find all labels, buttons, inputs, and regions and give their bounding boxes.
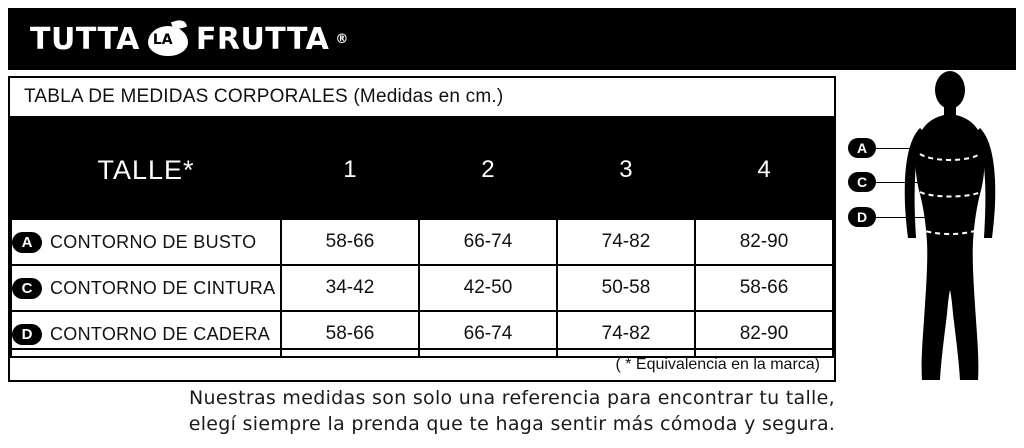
cell-busto-2: 66-74 [419, 219, 557, 265]
cell-busto-1: 58-66 [281, 219, 419, 265]
badge-c-icon: C [12, 278, 42, 299]
row-label-text: CONTORNO DE CADERA [50, 323, 271, 344]
badge-a-icon: A [12, 232, 42, 253]
cell-busto-3: 74-82 [557, 219, 695, 265]
cell-cintura-2: 42-50 [419, 265, 557, 311]
registered-mark: ® [335, 31, 349, 47]
apple-label: LA [152, 32, 173, 48]
brand-word-1: TUTTA [30, 21, 140, 57]
header-col-3: 3 [557, 121, 695, 219]
cell-cintura-1: 34-42 [281, 265, 419, 311]
table-row [11, 219, 833, 265]
cell-cintura-3: 50-58 [557, 265, 695, 311]
subtitle-text: TABLA DE MEDIDAS CORPORALES (Medidas en cm.) [24, 86, 504, 107]
leader-line-a [870, 148, 936, 149]
header-col-2: 2 [419, 121, 557, 219]
figure-badge-c-icon: C [848, 172, 876, 192]
row-label-cintura [11, 265, 281, 311]
equivalence-note-bar [8, 350, 836, 382]
leader-line-c [870, 182, 932, 183]
cell-cadera-2: 66-74 [419, 311, 557, 357]
table-row [11, 265, 833, 311]
cell-busto-4: 82-90 [695, 219, 833, 265]
apple-icon [146, 20, 190, 58]
header-col-1: 1 [281, 121, 419, 219]
subtitle-bar [8, 76, 836, 118]
brand-bar [8, 8, 1016, 70]
cell-cintura-4: 58-66 [695, 265, 833, 311]
brand-word-2: FRUTTA [195, 21, 330, 57]
row-label-text: CONTORNO DE CINTURA [50, 277, 276, 298]
header-talle: TALLE* [11, 121, 281, 219]
female-body-silhouette-icon [848, 62, 1024, 392]
cell-cadera-1: 58-66 [281, 311, 419, 357]
footer-line-2: elegí siempre la prenda que te haga sentir más cómoda y segura. [188, 412, 836, 435]
measurements-table [8, 118, 836, 350]
row-label-busto [11, 219, 281, 265]
figure-badge-a-icon: A [848, 138, 876, 158]
footer-note [0, 386, 1024, 437]
cell-cadera-3: 74-82 [557, 311, 695, 357]
table-header-row [11, 121, 833, 219]
badge-d-icon: D [12, 324, 42, 345]
footer-line-1: Nuestras medidas son solo una referencia para encontrar tu talle, [189, 387, 835, 409]
figure-badge-d-icon: D [848, 207, 876, 227]
equivalence-note: ( * Equivalencia en la marca) [615, 356, 820, 373]
header-col-4: 4 [695, 121, 833, 219]
leader-line-d [870, 217, 928, 218]
body-figure [848, 62, 1024, 392]
row-label-text: CONTORNO DE BUSTO [50, 231, 257, 252]
cell-cadera-4: 82-90 [695, 311, 833, 357]
brand-logo [30, 20, 349, 58]
